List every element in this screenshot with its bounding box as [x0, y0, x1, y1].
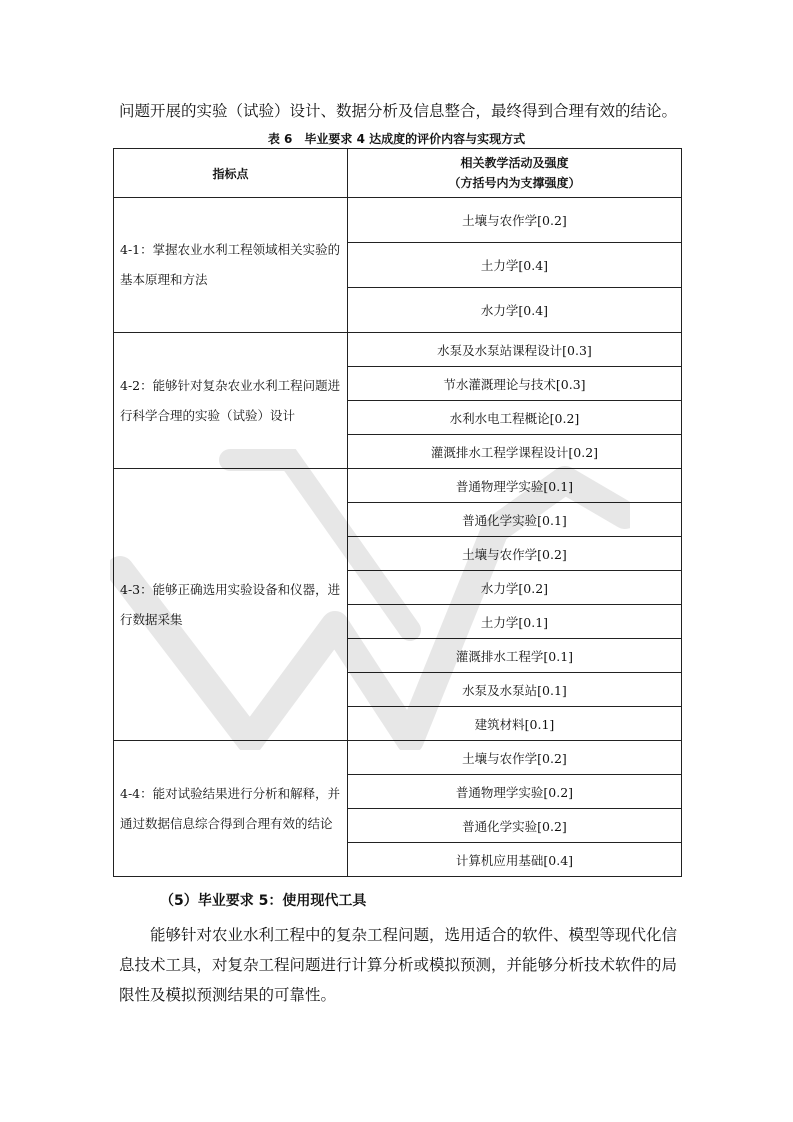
activity-cell: 土壤与农作学[0.2]: [348, 198, 682, 243]
intro-paragraph: 问题开展的实验（试验）设计、数据分析及信息整合，最终得到合理有效的结论。: [119, 102, 678, 120]
activity-cell: 土力学[0.1]: [348, 605, 682, 639]
activity-cell: 水泵及水泵站[0.1]: [348, 673, 682, 707]
activity-cell: 水力学[0.2]: [348, 571, 682, 605]
closing-paragraph: 能够针对农业水利工程中的复杂工程问题，选用适合的软件、模型等现代化信息技术工具，对复杂工程问题进行计算分析或模拟预测，并能够分析技术软件的局限性及模拟预测结果的可靠性。: [119, 926, 678, 1004]
activity-cell: 计算机应用基础[0.4]: [348, 843, 682, 877]
section-title: （5）毕业要求 5：使用现代工具: [160, 893, 367, 909]
header-activity: [348, 149, 682, 198]
requirements-table: [113, 148, 682, 877]
indicator-4-4: 4-4：能对试验结果进行分析和解释，并通过数据信息综合得到合理有效的结论: [114, 741, 348, 877]
activity-cell: 灌溉排水工程学[0.1]: [348, 639, 682, 673]
activity-cell: 建筑材料[0.1]: [348, 707, 682, 741]
activity-cell: 灌溉排水工程学课程设计[0.2]: [348, 435, 682, 469]
header-activity-line2: （方括号内为支撑强度）: [448, 176, 581, 190]
activity-cell: 普通化学实验[0.1]: [348, 503, 682, 537]
activity-cell: 水利水电工程概论[0.2]: [348, 401, 682, 435]
table-row: [114, 333, 682, 367]
table-row: [114, 741, 682, 775]
table-caption: 表 6 毕业要求 4 达成度的评价内容与实现方式: [267, 132, 526, 146]
header-activity-line1: 相关教学活动及强度: [460, 156, 569, 170]
header-indicator: 指标点: [114, 149, 348, 198]
table-row: [114, 198, 682, 243]
activity-cell: 普通物理学实验[0.1]: [348, 469, 682, 503]
activity-cell: 水力学[0.4]: [348, 288, 682, 333]
activity-cell: 节水灌溉理论与技术[0.3]: [348, 367, 682, 401]
activity-cell: 土力学[0.4]: [348, 243, 682, 288]
indicator-4-3: 4-3：能够正确选用实验设备和仪器，进行数据采集: [114, 469, 348, 741]
table-row: [114, 469, 682, 503]
indicator-4-1: 4-1：掌握农业水利工程领域相关实验的基本原理和方法: [114, 198, 348, 333]
table-header-row: [114, 149, 682, 198]
activity-cell: 普通物理学实验[0.2]: [348, 775, 682, 809]
activity-cell: 普通化学实验[0.2]: [348, 809, 682, 843]
indicator-4-2: 4-2：能够针对复杂农业水利工程问题进行科学合理的实验（试验）设计: [114, 333, 348, 469]
activity-cell: 土壤与农作学[0.2]: [348, 741, 682, 775]
activity-cell: 土壤与农作学[0.2]: [348, 537, 682, 571]
activity-cell: 水泵及水泵站课程设计[0.3]: [348, 333, 682, 367]
